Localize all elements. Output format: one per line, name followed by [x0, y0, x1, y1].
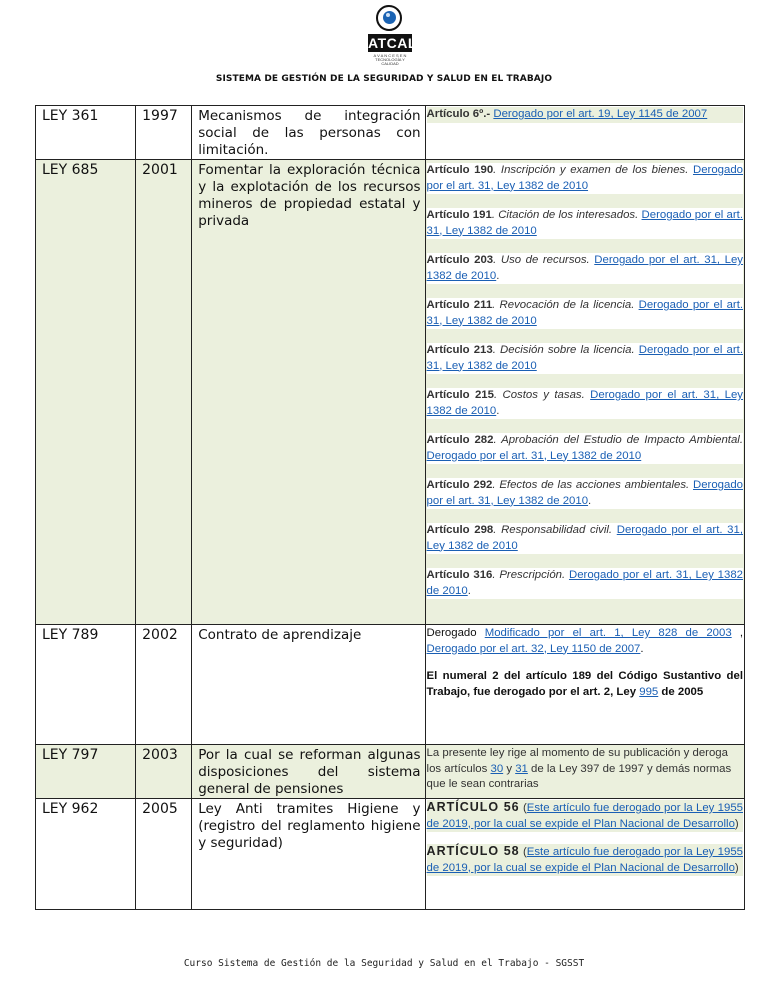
note-text: y: [503, 762, 516, 775]
article-ref: [427, 343, 743, 374]
repeal-link[interactable]: Derogado por el art. 31, Ley 1382 de 2010: [426, 524, 744, 552]
repeal-link[interactable]: Este artículo fue derogado por la Ley 1955 de 2019, por la cual se expide el Plan Nacional de Desarrollo: [426, 846, 743, 874]
article-ref: [427, 107, 743, 123]
year-cell: 2005: [136, 799, 192, 910]
pupil-icon: [383, 11, 396, 24]
separator: ,: [731, 627, 743, 639]
document-title: SISTEMA DE GESTIÓN DE LA SEGURIDAD Y SALUD EN EL TRABAJO: [215, 74, 553, 84]
table-row: [36, 625, 745, 745]
article-31-link[interactable]: 31: [515, 762, 528, 775]
table-row: [36, 799, 745, 910]
tail-text: .: [496, 269, 500, 282]
article-number: Artículo 282: [426, 434, 494, 446]
article-ref: [427, 844, 743, 876]
tail-text: .: [467, 584, 471, 597]
paren-close: ): [734, 861, 739, 874]
article-topic: . Efectos de las acciones ambientales.: [492, 479, 690, 491]
tail-text: .: [496, 404, 500, 417]
paren-open: (: [519, 802, 527, 814]
article-ref: [427, 388, 743, 419]
repeal-link[interactable]: Derogado por el art. 31, Ley 1382 de 2010: [426, 389, 743, 417]
repeal-link[interactable]: Este artículo fue derogado por la Ley 1955 de 2019, por la cual se expide el Plan Nacional de Desarrollo: [426, 802, 743, 830]
article-ref: [427, 568, 743, 599]
logo-text: ATCAL: [368, 35, 417, 51]
reference-cell: [425, 745, 744, 799]
year-cell: 2002: [136, 625, 192, 745]
year-cell: 2003: [136, 745, 192, 799]
law-cell: LEY 797: [36, 745, 136, 799]
article-number: Artículo 316: [426, 569, 493, 581]
article-topic: . Citación de los interesados.: [491, 209, 639, 221]
reference-cell: [425, 160, 744, 625]
article-topic: . Aprobación del Estudio de Impacto Ambiental.: [493, 434, 743, 446]
modified-link[interactable]: Modificado por el art. 1, Ley 828 de 2003: [484, 627, 732, 639]
article-topic: . Responsabilidad civil.: [493, 524, 613, 536]
law-cell: LEY 361: [36, 106, 136, 160]
description-cell: Ley Anti tramites Higiene y (registro del reglamento higiene y seguridad): [192, 799, 425, 910]
note-text: La presente ley rige al momento de su publicación y deroga los artículos: [426, 747, 728, 775]
article-ref: [427, 298, 743, 329]
table-row: [36, 745, 745, 799]
table-row: [36, 106, 745, 160]
article-number: Artículo 203: [426, 254, 494, 266]
reference-cell: [425, 625, 744, 745]
article-number: Artículo 213: [426, 344, 493, 356]
article-30-link[interactable]: 30: [490, 762, 504, 775]
article-number: Artículo 6º.-: [426, 108, 491, 120]
validity-note: [427, 746, 743, 793]
article-ref: [427, 523, 743, 554]
year-cell: 2001: [136, 160, 192, 625]
repeal-link[interactable]: Derogado por el art. 31, Ley 1382 de 2010: [426, 449, 642, 462]
article-ref: [427, 163, 743, 194]
laws-table: [35, 105, 745, 910]
article-ref: [427, 208, 743, 239]
tail-text: .: [640, 642, 644, 655]
article-number: Artículo 211: [426, 299, 493, 311]
law-cell: LEY 685: [36, 160, 136, 625]
numeral-note: [427, 669, 743, 700]
logo-subtext: A V A N C E S E N TECNOLOGÍA Y CALIDAD: [373, 53, 407, 66]
article-ref: [427, 800, 743, 832]
article-number: Artículo 298: [426, 524, 494, 536]
tail-text: .: [588, 494, 592, 507]
repeal-link[interactable]: Derogado por el art. 19, Ley 1145 de 2007: [493, 108, 708, 120]
article-topic: . Revocación de la licencia.: [492, 299, 635, 311]
reference-cell: [425, 106, 744, 160]
article-ref: [427, 433, 743, 464]
description-cell: Por la cual se reforman algunas disposiciones del sistema general de pensiones: [192, 745, 425, 799]
article-number: ARTÍCULO 58: [426, 844, 520, 858]
description-cell: Contrato de aprendizaje: [192, 625, 425, 745]
article-topic: . Costos y tasas.: [493, 389, 585, 401]
article-topic: . Uso de recursos.: [493, 254, 590, 266]
note-text: de la Ley 397 de 1997 y demás normas que le sean contrarias: [426, 762, 732, 790]
lead-text: Derogado: [426, 627, 485, 639]
article-topic: . Decisión sobre la licencia.: [492, 344, 635, 356]
repeal-link[interactable]: Derogado por el art. 31, Ley 1382 de 2010: [426, 209, 744, 237]
page-footer: Curso Sistema de Gestión de la Seguridad y Salud en el Trabajo - SGSST: [183, 958, 585, 969]
paren-open: (: [519, 846, 527, 858]
note-text: El numeral 2 del artículo 189 del Código Sustantivo del Trabajo, fue derogado por el art. 2, Ley: [426, 670, 743, 698]
description-cell: Mecanismos de integración social de las personas con limitación.: [192, 106, 425, 160]
description-cell: Fomentar la exploración técnica y la explotación de los recursos mineros de propiedad estatal y privada: [192, 160, 425, 625]
article-topic: . Inscripción y examen de los bienes.: [493, 164, 689, 176]
article-number: Artículo 215: [426, 389, 494, 401]
table-row: [36, 160, 745, 625]
year-cell: 1997: [136, 106, 192, 160]
repeal-link[interactable]: Derogado por el art. 31, Ley 1382 de 2010: [426, 299, 744, 327]
law-995-link[interactable]: 995: [639, 685, 659, 698]
article-topic: . Prescripción.: [492, 569, 566, 581]
law-cell: LEY 962: [36, 799, 136, 910]
repeal-note: [427, 626, 743, 657]
law-cell: LEY 789: [36, 625, 136, 745]
article-number: ARTÍCULO 56: [426, 800, 520, 814]
tail-text: de 2005: [658, 685, 704, 698]
reference-cell: [425, 799, 744, 910]
article-ref: [427, 253, 743, 284]
article-number: Artículo 292: [426, 479, 493, 491]
repeal-link[interactable]: Derogado por el art. 31, Ley 1382 de 2010: [426, 479, 744, 507]
repeal-link[interactable]: Derogado por el art. 31, Ley 1382 de 2010: [426, 164, 744, 192]
atcal-logo: [366, 3, 417, 66]
article-number: Artículo 191: [426, 209, 492, 221]
repeal-link[interactable]: Derogado por el art. 31, Ley 1382 de 2010: [426, 254, 744, 282]
repeal-link[interactable]: Derogado por el art. 31, Ley 1382 de 2010: [426, 569, 744, 597]
article-number: Artículo 190: [426, 164, 494, 176]
paren-close: ): [734, 817, 739, 830]
repeal-link[interactable]: Derogado por el art. 31, Ley 1382 de 2010: [426, 344, 743, 372]
article-ref: [427, 478, 743, 509]
repeal-link[interactable]: Derogado por el art. 32, Ley 1150 de 2007: [426, 642, 641, 655]
